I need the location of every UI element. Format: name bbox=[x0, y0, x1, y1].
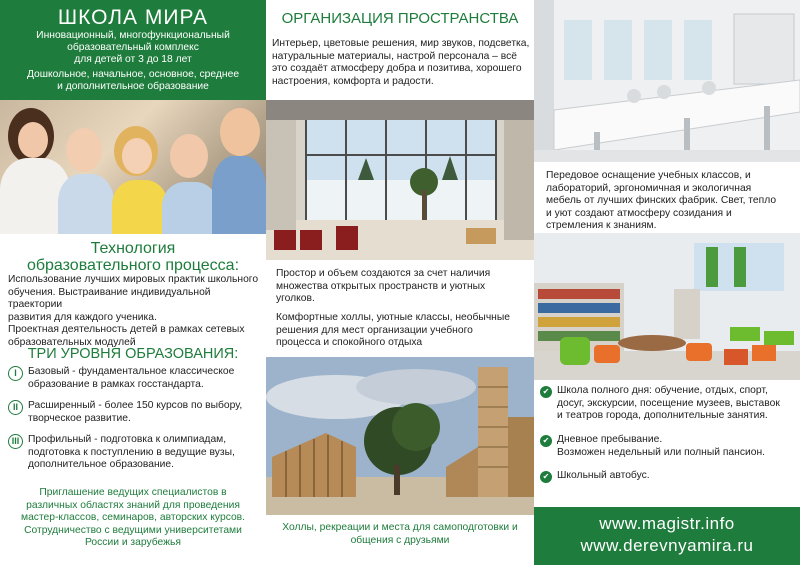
check-icon: ✔ bbox=[540, 386, 552, 398]
level-item: II Расширенный - более 150 курсов по выбору, творческое развитие. bbox=[8, 400, 264, 425]
outdoor-photo bbox=[266, 357, 534, 515]
outdoor-caption: Холлы, рекреации и места для самоподготовки и общения с друзьями bbox=[282, 522, 518, 546]
website-link[interactable]: www.magistr.info bbox=[599, 514, 735, 533]
level-number: I bbox=[8, 366, 23, 381]
equipment-description: Передовое оснащение учебных классов, и лабораторий, эргономичная и экологичная мебель от лучших финских фабрик. Свет, тепло и уют создают атмосферу созидания и стремления к знаниям. bbox=[546, 170, 777, 231]
space-description: Простор и объем создаются за счет наличия множества открытых пространств и уютных уголков. bbox=[276, 268, 491, 304]
halls-description: Комфортные холлы, уютные классы, необычные решения для мест организации учебного процесса и спокойного отдыха bbox=[276, 312, 510, 348]
library-photo bbox=[534, 233, 800, 380]
children-photo bbox=[0, 100, 266, 234]
level-item: III Профильный - подготовка к олимпиадам, подготовка к поступлению в ведущие вузы, дополнительное образование. bbox=[8, 434, 264, 472]
subtitle-line: Инновационный, многофункциональный bbox=[36, 30, 230, 41]
check-icon: ✔ bbox=[540, 435, 552, 447]
invitation-text: Приглашение ведущих специалистов в различных областях знаний для проведения мастер-классов, семинаров, авторских курсов. Сотрудничество с ведущими университетами России и зарубежья bbox=[20, 487, 246, 548]
laboratory-photo bbox=[534, 0, 800, 162]
feature-item: ✔ Школа полного дня: обучение, отдых, спорт, досуг, экскурсии, посещение музеев, выставок и театров города, дополнительные занятия. bbox=[540, 385, 796, 423]
subtitle-line: образовательный комплекс bbox=[67, 42, 199, 53]
level-item: I Базовый - фундаментальное классическое образование в рамках госстандарта. bbox=[8, 366, 264, 391]
levels-title: ТРИ УРОВНЯ ОБРАЗОВАНИЯ: bbox=[27, 346, 239, 362]
website-link[interactable]: www.derevnyamira.ru bbox=[580, 536, 754, 555]
school-header bbox=[0, 0, 266, 100]
organization-title: ОРГАНИЗАЦИЯ ПРОСТРАНСТВА bbox=[281, 10, 519, 27]
check-icon: ✔ bbox=[540, 471, 552, 483]
technology-title: Технология образовательного процесса: bbox=[26, 240, 240, 274]
technology-body: Использование лучших мировых практик школьного обучения. Выстраивание индивидуальной траектории развития для каждого ученика. Проектная деятельность детей в рамках сетевых образовательных модулей bbox=[8, 274, 259, 348]
level-number: III bbox=[8, 434, 23, 449]
levels-line: Дошкольное, начальное, основное, среднее bbox=[26, 69, 240, 80]
feature-item: ✔ Школьный автобус. bbox=[540, 470, 796, 483]
school-title: ШКОЛА МИРА bbox=[57, 6, 209, 29]
lobby-photo bbox=[266, 100, 534, 260]
level-number: II bbox=[8, 400, 23, 415]
levels-line: и дополнительное образование bbox=[57, 81, 209, 92]
feature-item: ✔ Дневное пребывание. Возможен недельный или полный пансион. bbox=[540, 434, 796, 459]
organization-body: Интерьер, цветовые решения, мир звуков, подсветка, натуральные материалы, настрой персонала – всё это создаёт атмосферу добра и позитива, хорошего настроения, комфорта и радости. bbox=[272, 38, 530, 87]
subtitle-line: для детей от 3 до 18 лет bbox=[74, 54, 192, 65]
website-links bbox=[534, 507, 800, 565]
